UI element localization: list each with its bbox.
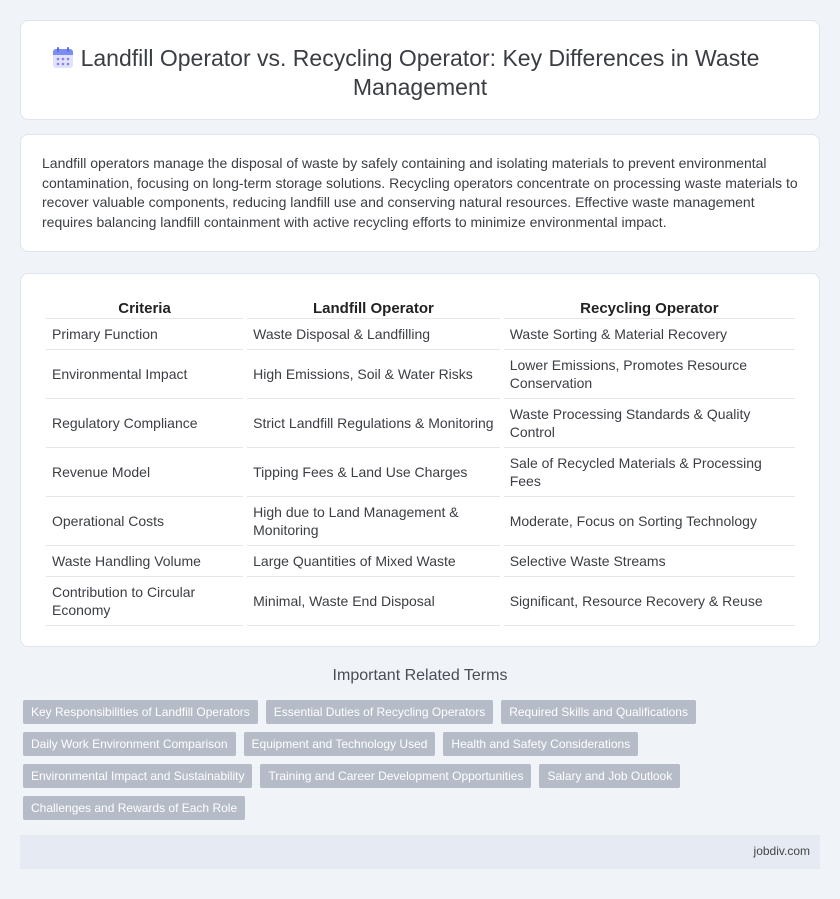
table-cell: Large Quantities of Mixed Waste bbox=[247, 546, 500, 577]
title-card bbox=[20, 20, 820, 120]
table-header-row bbox=[46, 296, 795, 319]
related-term-tag[interactable]: Challenges and Rewards of Each Role bbox=[23, 796, 245, 820]
table-row bbox=[46, 448, 795, 497]
table-cell: Regulatory Compliance bbox=[46, 399, 243, 448]
table-row bbox=[46, 399, 795, 448]
related-term-tag[interactable]: Salary and Job Outlook bbox=[539, 764, 680, 788]
table-cell: Moderate, Focus on Sorting Technology bbox=[504, 497, 795, 546]
comparison-table bbox=[42, 296, 799, 626]
header-recycling: Recycling Operator bbox=[504, 296, 795, 319]
related-term-tag[interactable]: Key Responsibilities of Landfill Operators bbox=[23, 700, 258, 724]
related-term-tag[interactable]: Daily Work Environment Comparison bbox=[23, 732, 236, 756]
table-cell: Revenue Model bbox=[46, 448, 243, 497]
table-cell: Significant, Resource Recovery & Reuse bbox=[504, 577, 795, 626]
table-row bbox=[46, 497, 795, 546]
related-term-tag[interactable]: Training and Career Development Opportunities bbox=[260, 764, 531, 788]
header-landfill: Landfill Operator bbox=[247, 296, 500, 319]
footer bbox=[20, 835, 820, 869]
table-cell: Waste Disposal & Landfilling bbox=[247, 319, 500, 350]
related-term-tag[interactable]: Health and Safety Considerations bbox=[443, 732, 638, 756]
table-cell: Selective Waste Streams bbox=[504, 546, 795, 577]
table-row bbox=[46, 577, 795, 626]
table-cell: Lower Emissions, Promotes Resource Conservation bbox=[504, 350, 795, 399]
comparison-card bbox=[20, 273, 820, 647]
table-cell: Waste Sorting & Material Recovery bbox=[504, 319, 795, 350]
intro-paragraph: Landfill operators manage the disposal of waste by safely containing and isolating materials to prevent environmental contamination, focusing on long-term storage solutions. Recycling operators concentrate on processing waste materials to recover valuable components, reducing landfill use and conserving natural resources. Effective waste management requires balancing landfill containment with active recycling efforts to minimize environmental impact. bbox=[42, 155, 798, 230]
table-row bbox=[46, 319, 795, 350]
related-term-tag[interactable]: Environmental Impact and Sustainability bbox=[23, 764, 252, 788]
related-term-tag[interactable]: Required Skills and Qualifications bbox=[501, 700, 696, 724]
table-cell: High due to Land Management & Monitoring bbox=[247, 497, 500, 546]
table-cell: Tipping Fees & Land Use Charges bbox=[247, 448, 500, 497]
table-cell: Sale of Recycled Materials & Processing Fees bbox=[504, 448, 795, 497]
table-cell: Minimal, Waste End Disposal bbox=[247, 577, 500, 626]
header-criteria: Criteria bbox=[46, 296, 243, 319]
intro-card bbox=[20, 134, 820, 252]
table-row bbox=[46, 546, 795, 577]
table-cell: Operational Costs bbox=[46, 497, 243, 546]
related-terms-title: Important Related Terms bbox=[332, 667, 508, 684]
table-cell: Contribution to Circular Economy bbox=[46, 577, 243, 626]
table-row bbox=[46, 350, 795, 399]
table-cell: High Emissions, Soil & Water Risks bbox=[247, 350, 500, 399]
table-cell: Primary Function bbox=[46, 319, 243, 350]
footer-site-link[interactable]: jobdiv.com bbox=[753, 844, 810, 858]
table-cell: Environmental Impact bbox=[46, 350, 243, 399]
page-title: Landfill Operator vs. Recycling Operator: Key Differences in Waste Management bbox=[80, 45, 760, 100]
related-term-tag[interactable]: Essential Duties of Recycling Operators bbox=[266, 700, 493, 724]
table-cell: Waste Handling Volume bbox=[46, 546, 243, 577]
related-terms-list bbox=[23, 700, 743, 820]
table-cell: Strict Landfill Regulations & Monitoring bbox=[247, 399, 500, 448]
table-cell: Waste Processing Standards & Quality Control bbox=[504, 399, 795, 448]
related-term-tag[interactable]: Equipment and Technology Used bbox=[244, 732, 436, 756]
